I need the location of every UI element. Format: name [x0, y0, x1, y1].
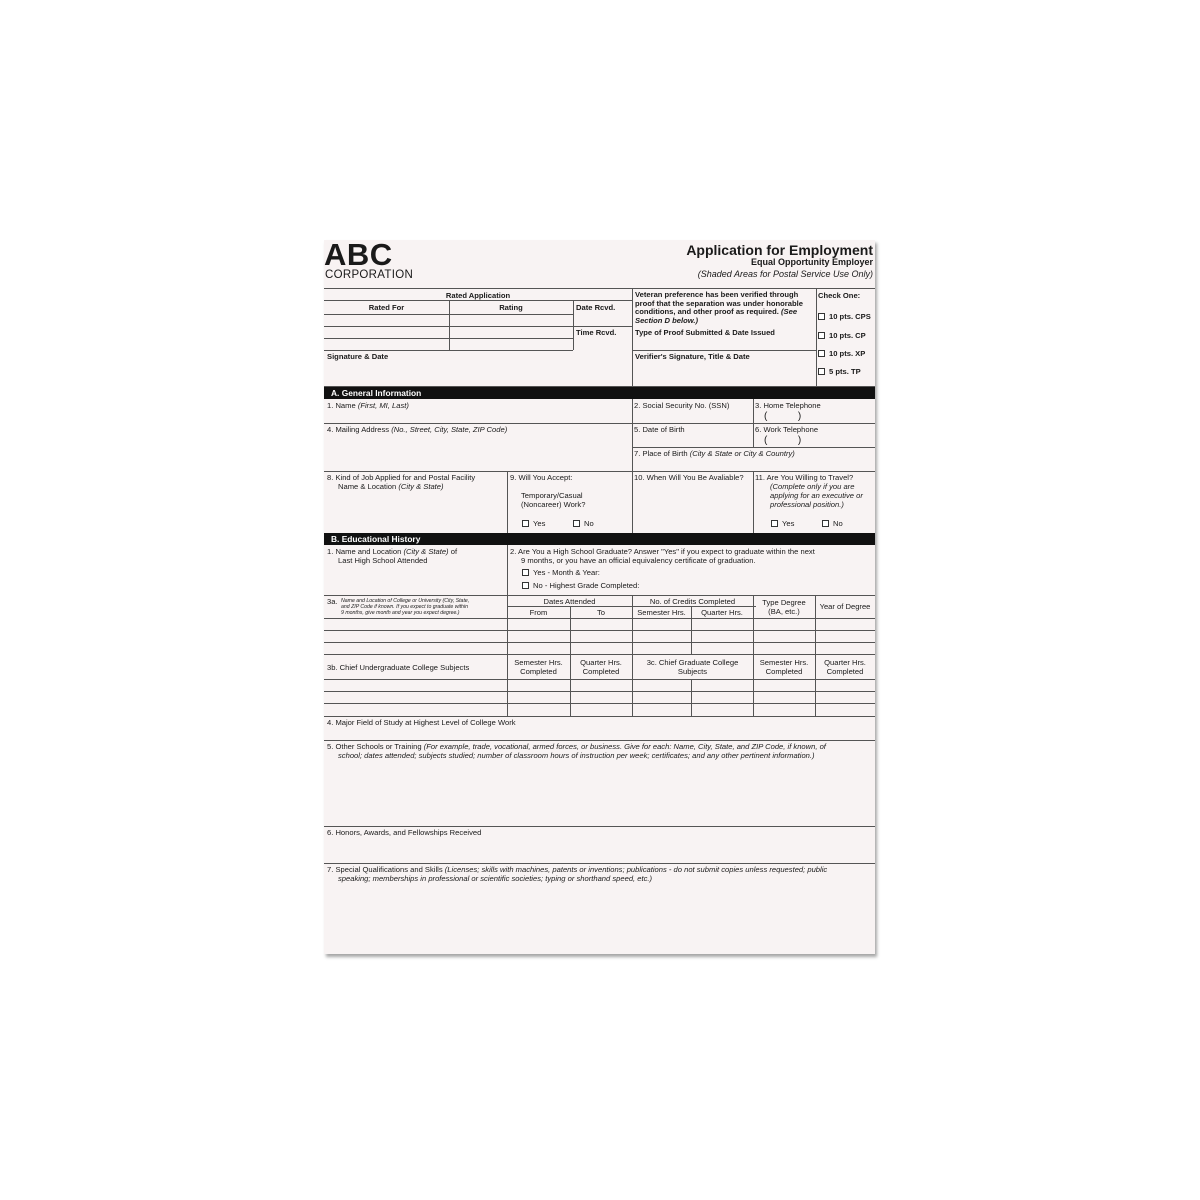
- semester-hrs-header: Semester Hrs.: [637, 608, 686, 617]
- time-rcvd-label: Time Rcvd.: [576, 328, 617, 337]
- grad-semester-header-2: Completed: [765, 667, 803, 676]
- section-a-heading: A. General Information: [324, 387, 875, 399]
- undergrad-semester-header-2: Completed: [520, 667, 557, 676]
- work-telephone-area-code: ( ): [764, 435, 802, 446]
- form-subtitle: Equal Opportunity Employer: [750, 257, 873, 267]
- accept-no-option[interactable]: No: [573, 519, 594, 528]
- checkbox-icon[interactable]: [522, 582, 529, 589]
- travel-hint-1: (Complete only if you are: [770, 482, 855, 491]
- travel-label: 11. Are You Willing to Travel?: [755, 473, 854, 482]
- year-degree-header: Year of Degree: [819, 602, 871, 611]
- checkbox-icon[interactable]: [818, 350, 825, 357]
- to-header: To: [596, 608, 606, 617]
- type-degree-header-2: (BA, etc.): [768, 607, 800, 616]
- option-5-tp[interactable]: 5 pts. TP: [818, 367, 861, 376]
- date-of-birth-label[interactable]: 5. Date of Birth: [634, 425, 685, 434]
- grad-subjects-label-2: Subjects: [677, 667, 708, 676]
- travel-hint-3: professional position.): [770, 500, 844, 509]
- honors-label[interactable]: 6. Honors, Awards, and Fellowships Received: [327, 828, 482, 837]
- quarter-hrs-header: Quarter Hrs.: [701, 608, 743, 617]
- veteran-preference-text: Veteran preference has been verified through proof that the separation was under honorable conditions, and other proof as required. (See Section D below.): [635, 290, 803, 325]
- ssn-field-label[interactable]: 2. Social Security No. (SSN): [634, 401, 730, 410]
- checkbox-icon[interactable]: [818, 368, 825, 375]
- undergrad-semester-header: Semester Hrs.: [514, 658, 563, 667]
- grad-semester-header: Semester Hrs.: [759, 658, 809, 667]
- check-one-label: Check One:: [818, 291, 861, 300]
- checkbox-icon[interactable]: [573, 520, 580, 527]
- high-school-label[interactable]: 1. Name and Location (City & State) of: [327, 547, 458, 556]
- credits-header: No. of Credits Completed: [649, 597, 736, 606]
- hs-graduate-yes-option[interactable]: Yes - Month & Year:: [522, 568, 600, 577]
- company-logo-subtitle: CORPORATION: [325, 269, 414, 281]
- type-degree-header: Type Degree: [762, 598, 806, 607]
- from-header: From: [529, 608, 548, 617]
- signature-date-label: Signature & Date: [327, 352, 389, 361]
- college-label-1: Name and Location of College or University (City, State,: [341, 598, 470, 604]
- other-schools-label[interactable]: 5. Other Schools or Training (For example, trade, vocational, armed forces, or business. Give for each: Name, City, State, and ZIP Code, if known, of: [327, 742, 826, 751]
- rated-application-label: Rated Application: [445, 291, 511, 300]
- accept-detail-1: Temporary/Casual: [521, 491, 583, 500]
- travel-hint-2: applying for an executive or: [770, 491, 863, 500]
- option-10-xp[interactable]: 10 pts. XP: [818, 349, 865, 358]
- high-school-label-2: Last High School Attended: [338, 556, 428, 565]
- rated-for-label: Rated For: [368, 303, 405, 312]
- checkbox-icon[interactable]: [818, 332, 825, 339]
- type-of-proof-label: Type of Proof Submitted & Date Issued: [635, 328, 775, 337]
- checkbox-icon[interactable]: [522, 569, 529, 576]
- availability-label[interactable]: 10. When Will You Be Avaliable?: [634, 473, 744, 482]
- hs-graduate-question: 2. Are You a High School Graduate? Answer "Yes" if you expect to graduate within the next: [510, 547, 815, 556]
- rating-label: Rating: [499, 303, 523, 312]
- company-logo: ABC: [324, 237, 393, 272]
- application-form-page: [324, 237, 875, 954]
- accept-yes-option[interactable]: Yes: [522, 519, 545, 528]
- checkbox-icon[interactable]: [771, 520, 778, 527]
- checkbox-icon[interactable]: [818, 313, 825, 320]
- checkbox-icon[interactable]: [522, 520, 529, 527]
- work-telephone-label[interactable]: 6. Work Telephone: [755, 425, 819, 434]
- college-label-3: 9 months, give month and year you expect degree.): [341, 610, 460, 616]
- other-schools-hint-2: school; dates attended; subjects studied; number of classroom hours of instruction per week; certificates; and any other pertinent information.): [338, 751, 815, 760]
- mailing-address-label[interactable]: 4. Mailing Address (No., Street, City, State, ZIP Code): [327, 425, 508, 434]
- travel-yes-option[interactable]: Yes: [771, 519, 794, 528]
- date-rcvd-label: Date Rcvd.: [576, 303, 616, 312]
- undergrad-subjects-label: 3b. Chief Undergraduate College Subjects: [327, 663, 470, 672]
- job-applied-label[interactable]: 8. Kind of Job Applied for and Postal Facility: [327, 473, 476, 482]
- college-number: 3a.: [327, 597, 338, 606]
- grad-quarter-header: Quarter Hrs.: [824, 658, 866, 667]
- grad-quarter-header-2: Completed: [826, 667, 864, 676]
- job-location-label: Name & Location (City & State): [338, 482, 444, 491]
- hs-graduate-question-2: 9 months, or you have an official equivalency certificate of graduation.: [521, 556, 756, 565]
- accept-label: 9. Will You Accept:: [510, 473, 573, 482]
- home-telephone-label[interactable]: 3. Home Telephone: [755, 401, 821, 410]
- travel-no-option[interactable]: No: [822, 519, 843, 528]
- major-field-label[interactable]: 4. Major Field of Study at Highest Level of College Work: [327, 718, 516, 727]
- checkbox-icon[interactable]: [822, 520, 829, 527]
- college-label-2: and ZIP Code if known. If you expect to graduate within: [341, 604, 468, 610]
- accept-detail-2: (Noncareer) Work?: [521, 500, 586, 509]
- hs-graduate-no-option[interactable]: No - Highest Grade Completed:: [522, 581, 639, 590]
- option-10-cps[interactable]: 10 pts. CPS: [818, 312, 871, 321]
- form-note: (Shaded Areas for Postal Service Use Only): [697, 269, 873, 279]
- undergrad-quarter-header: Quarter Hrs.: [580, 658, 622, 667]
- special-qualifications-hint-2: speaking; memberships in professional or scientific societies; typing or shorthand speed, etc.): [338, 874, 653, 883]
- undergrad-quarter-header-2: Completed: [582, 667, 620, 676]
- verifier-signature-label: Verifier's Signature, Title & Date: [635, 352, 750, 361]
- home-telephone-area-code: ( ): [764, 411, 802, 422]
- grad-subjects-label: 3c. Chief Graduate College: [646, 658, 739, 667]
- place-of-birth-label[interactable]: 7. Place of Birth (City & State or City & Country): [634, 449, 795, 458]
- section-b-heading: B. Educational History: [324, 533, 875, 545]
- name-field-label[interactable]: 1. Name (First, MI, Last): [327, 401, 409, 410]
- form-title: Application for Employment: [686, 242, 873, 258]
- special-qualifications-label[interactable]: 7. Special Qualifications and Skills (Licenses; skills with machines, patents or inventions; publications - do not submit copies unless requested; public: [327, 865, 828, 874]
- option-10-cp[interactable]: 10 pts. CP: [818, 331, 866, 340]
- dates-attended-header: Dates Attended: [543, 597, 596, 606]
